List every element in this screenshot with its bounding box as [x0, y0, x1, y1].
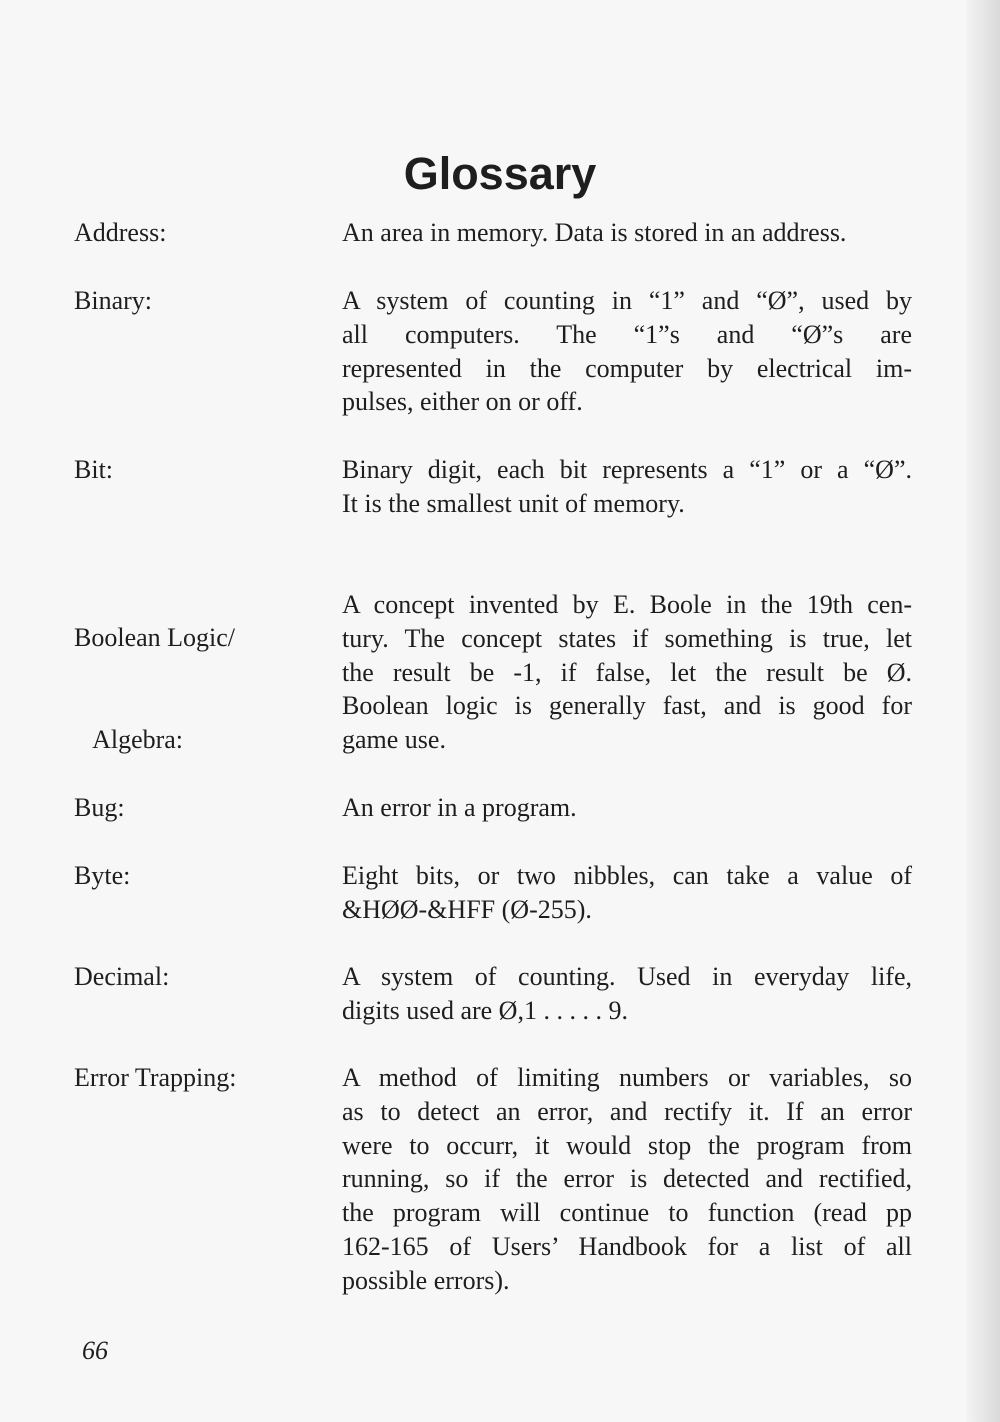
definition-line: pulses, either on or off. [342, 387, 583, 417]
glossary-term: Error Trapping: [74, 1063, 237, 1092]
glossary-definition [342, 453, 912, 521]
definition-line: game use. [342, 725, 446, 755]
definition-line: An error in a program. [342, 793, 577, 822]
glossary-definition [342, 859, 912, 927]
definition-line: running, so if the error is detected and rectified, [342, 1164, 912, 1194]
glossary-definition [342, 791, 912, 825]
glossary-definition [342, 960, 912, 1028]
page-edge-shadow [966, 0, 1000, 1422]
definition-line: represented in the computer by electrical im- [342, 353, 912, 383]
definition-line: An area in memory. Data is stored in an address. [342, 218, 847, 247]
glossary-term-line: Boolean Logic/ [74, 623, 236, 652]
definition-line: the result be -1, if false, let the result be Ø. [342, 657, 912, 687]
definition-line: &HØØ-&HFF (Ø-255). [342, 894, 592, 924]
definition-line: A system of counting. Used in everyday life, [342, 962, 912, 991]
glossary-definition [342, 216, 912, 250]
definition-line: as to detect an error, and rectify it. If an error [342, 1096, 912, 1126]
definition-line: all computers. The “1”s and “Ø”s are [342, 319, 912, 349]
glossary-term-line: Algebra: [74, 725, 184, 754]
definition-line: Eight bits, or two nibbles, can take a value of [342, 861, 912, 890]
definition-line: digits used are Ø,1 . . . . . 9. [342, 995, 628, 1025]
definition-line: A concept invented by E. Boole in the 19th cen- [342, 590, 912, 619]
definition-line: It is the smallest unit of memory. [342, 488, 685, 518]
glossary-term: Bug: [74, 793, 125, 822]
definition-line: A method of limiting numbers or variables, so [342, 1063, 912, 1092]
glossary-term: Bit: [74, 455, 114, 484]
definition-line: Binary digit, each bit represents a “1” or a “Ø”. [342, 455, 912, 484]
definition-line: the program will continue to function (read pp [342, 1198, 912, 1228]
definition-line: tury. The concept states if something is true, let [342, 623, 912, 653]
definition-line: A system of counting in “1” and “Ø”, used by [342, 286, 912, 315]
page-title: Glossary [403, 148, 597, 199]
definition-line: 162-165 of Users’ Handbook for a list of all [342, 1231, 912, 1261]
page-number: 66 [82, 1336, 108, 1365]
definition-line: Boolean logic is generally fast, and is good for [342, 691, 912, 721]
definition-line: possible errors). [342, 1265, 510, 1295]
glossary-term: Address: [74, 218, 167, 247]
glossary-term: Decimal: [74, 962, 170, 991]
glossary-term: Binary: [74, 286, 152, 315]
glossary-term: Byte: [74, 861, 131, 890]
definition-line: were to occurr, it would stop the program from [342, 1130, 912, 1160]
glossary-definition [342, 588, 912, 757]
glossary-term [74, 553, 235, 825]
glossary-definition [342, 1061, 912, 1298]
glossary-definition [342, 284, 912, 419]
